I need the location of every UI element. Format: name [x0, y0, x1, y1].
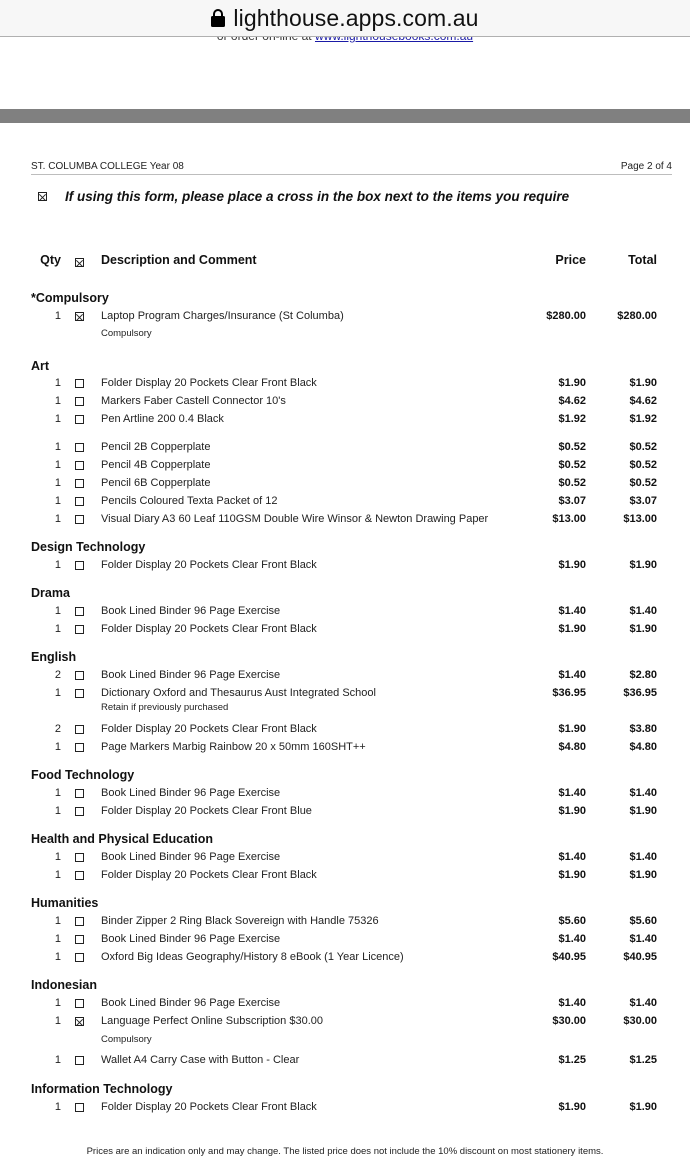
item-row [0, 310, 690, 326]
item-qty: 1 [54, 605, 61, 617]
item-description: Binder Zipper 2 Ring Black Sovereign with Handle 75326 [101, 915, 379, 927]
item-qty: 1 [54, 869, 61, 881]
item-total: $0.52 [629, 459, 657, 471]
item-row [0, 851, 690, 867]
section-heading: *Compulsory [31, 291, 109, 305]
item-description: Book Lined Binder 96 Page Exercise [101, 669, 281, 681]
item-qty: 1 [54, 310, 61, 322]
item-price: $3.07 [558, 495, 586, 507]
item-price: $1.90 [558, 869, 586, 881]
item-checkbox[interactable] [75, 625, 84, 634]
item-qty: 1 [54, 1101, 61, 1113]
section-heading: Health and Physical Education [31, 832, 213, 846]
item-row [0, 495, 690, 511]
item-checkbox[interactable] [75, 479, 84, 488]
item-description: Page Markers Marbig Rainbow 20 x 50mm 160SHT++ [101, 741, 366, 753]
item-checkbox[interactable] [75, 689, 84, 698]
item-row [0, 513, 690, 529]
item-checkbox[interactable] [75, 561, 84, 570]
item-total: $1.40 [629, 787, 657, 799]
item-description: Folder Display 20 Pockets Clear Front Blue [101, 805, 312, 817]
item-price: $1.90 [558, 623, 586, 635]
item-qty: 1 [54, 395, 61, 407]
item-price: $1.40 [558, 997, 586, 1009]
section-heading: Design Technology [31, 540, 146, 554]
item-row [0, 687, 690, 703]
item-row [0, 723, 690, 739]
item-comment: Retain if previously purchased [101, 702, 229, 713]
item-description: Book Lined Binder 96 Page Exercise [101, 933, 281, 945]
item-description: Laptop Program Charges/Insurance (St Columba) [101, 310, 344, 322]
item-checkbox[interactable] [75, 443, 84, 452]
item-checkbox[interactable] [75, 671, 84, 680]
item-price: $1.40 [558, 605, 586, 617]
item-price: $1.90 [558, 805, 586, 817]
item-price: $13.00 [552, 513, 586, 525]
item-checkbox[interactable] [75, 461, 84, 470]
item-qty: 1 [54, 741, 61, 753]
section-heading: Humanities [31, 896, 99, 910]
item-checkbox[interactable] [75, 1103, 84, 1112]
section-heading: Drama [31, 586, 70, 600]
instruction [38, 189, 569, 204]
item-row [0, 997, 690, 1013]
crossed-checkbox[interactable] [75, 1017, 84, 1026]
item-price: $280.00 [546, 310, 586, 322]
item-row [0, 459, 690, 475]
item-description: Visual Diary A3 60 Leaf 110GSM Double Wire Winsor & Newton Drawing Paper [101, 513, 489, 525]
item-description: Book Lined Binder 96 Page Exercise [101, 787, 281, 799]
item-row [0, 741, 690, 757]
item-total: $1.92 [629, 413, 657, 425]
item-row [0, 805, 690, 821]
item-qty: 1 [54, 851, 61, 863]
item-description: Book Lined Binder 96 Page Exercise [101, 851, 281, 863]
item-description: Book Lined Binder 96 Page Exercise [101, 605, 281, 617]
lock-icon [211, 9, 225, 27]
crossed-checkbox[interactable] [75, 312, 84, 321]
item-total: $1.40 [629, 605, 657, 617]
item-qty: 1 [54, 1015, 61, 1027]
item-qty: 1 [54, 951, 61, 963]
item-total: $1.90 [629, 805, 657, 817]
item-description: Folder Display 20 Pockets Clear Front Black [101, 559, 317, 571]
item-description: Wallet A4 Carry Case with Button - Clear [101, 1054, 300, 1066]
item-qty: 1 [54, 413, 61, 425]
item-description: Pencils Coloured Texta Packet of 12 [101, 495, 278, 507]
item-price: $1.25 [558, 1054, 586, 1066]
item-price: $36.95 [552, 687, 586, 699]
item-qty: 1 [54, 477, 61, 489]
item-checkbox[interactable] [75, 871, 84, 880]
item-row [0, 915, 690, 931]
item-row [0, 869, 690, 885]
item-qty: 1 [54, 495, 61, 507]
item-price: $1.90 [558, 559, 586, 571]
item-total: $1.90 [629, 1101, 657, 1113]
section-heading: Art [31, 359, 50, 373]
item-total: $1.90 [629, 559, 657, 571]
item-row [0, 623, 690, 639]
item-price: $0.52 [558, 477, 586, 489]
col-qty: Qty [40, 253, 61, 267]
item-total: $3.07 [629, 495, 657, 507]
item-total: $0.52 [629, 477, 657, 489]
item-checkbox[interactable] [75, 807, 84, 816]
item-qty: 1 [54, 377, 61, 389]
item-price: $4.80 [558, 741, 586, 753]
item-total: $2.80 [629, 669, 657, 681]
item-price: $5.60 [558, 915, 586, 927]
school-year-label: ST. COLUMBA COLLEGE Year 08 [31, 161, 184, 172]
item-row [0, 477, 690, 493]
item-checkbox[interactable] [75, 1056, 84, 1065]
item-total: $1.90 [629, 623, 657, 635]
item-row [0, 559, 690, 575]
item-qty: 1 [54, 997, 61, 1009]
section-heading: English [31, 650, 77, 664]
item-checkbox[interactable] [75, 935, 84, 944]
item-total: $1.90 [629, 869, 657, 881]
item-total: $36.95 [623, 687, 657, 699]
item-description: Folder Display 20 Pockets Clear Front Black [101, 869, 317, 881]
item-qty: 2 [54, 669, 61, 681]
item-total: $5.60 [629, 915, 657, 927]
item-comment: Compulsory [101, 1034, 152, 1045]
item-price: $1.90 [558, 377, 586, 389]
item-comment: Compulsory [101, 328, 152, 339]
item-price: $4.62 [558, 395, 586, 407]
item-total: $3.80 [629, 723, 657, 735]
item-description: Folder Display 20 Pockets Clear Front Black [101, 1101, 317, 1113]
item-checkbox[interactable] [75, 515, 84, 524]
item-price: $1.40 [558, 669, 586, 681]
item-qty: 1 [54, 687, 61, 699]
section-heading: Information Technology [31, 1082, 173, 1096]
item-total: $4.62 [629, 395, 657, 407]
item-qty: 1 [54, 623, 61, 635]
item-description: Markers Faber Castell Connector 10's [101, 395, 286, 407]
item-checkbox[interactable] [75, 379, 84, 388]
item-description: Oxford Big Ideas Geography/History 8 eBook (1 Year Licence) [101, 951, 404, 963]
item-qty: 1 [54, 915, 61, 927]
col-price: Price [555, 253, 586, 267]
item-checkbox[interactable] [75, 999, 84, 1008]
instruction-text: If using this form, please place a cross in the box next to the items you require [65, 189, 570, 204]
price-disclaimer: Prices are an indication only and may change. The listed price does not include the 10% discount on most stationery items. [86, 1146, 604, 1157]
item-total: $1.40 [629, 851, 657, 863]
item-price: $1.92 [558, 413, 586, 425]
item-row [0, 605, 690, 621]
item-total: $1.25 [629, 1054, 657, 1066]
item-checkbox[interactable] [75, 917, 84, 926]
col-total: Total [628, 253, 657, 267]
page-separator-band [0, 109, 690, 123]
item-qty: 1 [54, 805, 61, 817]
item-qty: 1 [54, 1054, 61, 1066]
item-price: $1.90 [558, 723, 586, 735]
item-row [0, 441, 690, 457]
col-description: Description and Comment [101, 253, 257, 267]
item-total: $4.80 [629, 741, 657, 753]
item-checkbox[interactable] [75, 607, 84, 616]
item-qty: 1 [54, 441, 61, 453]
item-row [0, 377, 690, 393]
item-total: $1.90 [629, 377, 657, 389]
item-row [0, 413, 690, 429]
item-total: $280.00 [617, 310, 657, 322]
item-description: Pencil 6B Copperplate [101, 477, 211, 489]
browser-url-bar[interactable] [0, 0, 690, 37]
url-text[interactable]: lighthouse.apps.com.au [233, 4, 479, 31]
item-price: $1.40 [558, 933, 586, 945]
item-total: $40.95 [623, 951, 657, 963]
item-row [0, 933, 690, 949]
item-qty: 1 [54, 559, 61, 571]
item-description: Pen Artline 200 0.4 Black [101, 413, 224, 425]
item-qty: 1 [54, 513, 61, 525]
item-description: Language Perfect Online Subscription $30.00 [101, 1015, 323, 1027]
item-checkbox[interactable] [75, 853, 84, 862]
item-price: $1.40 [558, 851, 586, 863]
item-total: $13.00 [623, 513, 657, 525]
item-description: Folder Display 20 Pockets Clear Front Black [101, 723, 317, 735]
item-price: $1.90 [558, 1101, 586, 1113]
item-price: $0.52 [558, 441, 586, 453]
item-row [0, 1101, 690, 1117]
item-row [0, 951, 690, 967]
item-total: $1.40 [629, 997, 657, 1009]
column-headers [0, 253, 690, 269]
item-total: $0.52 [629, 441, 657, 453]
item-description: Pencil 4B Copperplate [101, 459, 211, 471]
item-checkbox[interactable] [75, 397, 84, 406]
item-checkbox[interactable] [75, 953, 84, 962]
item-qty: 1 [54, 787, 61, 799]
item-description: Dictionary Oxford and Thesaurus Aust Integrated School [101, 687, 376, 699]
item-row [0, 1015, 690, 1031]
item-description: Folder Display 20 Pockets Clear Front Black [101, 623, 317, 635]
section-heading: Food Technology [31, 768, 135, 782]
page-number: Page 2 of 4 [620, 161, 672, 172]
item-row [0, 787, 690, 803]
item-checkbox[interactable] [75, 725, 84, 734]
item-total: $1.40 [629, 933, 657, 945]
item-row [0, 395, 690, 411]
item-qty: 2 [54, 723, 61, 735]
item-price: $0.52 [558, 459, 586, 471]
item-price: $40.95 [552, 951, 586, 963]
item-qty: 1 [54, 933, 61, 945]
item-qty: 1 [54, 459, 61, 471]
crossed-box-icon [38, 192, 47, 201]
crossed-box-icon [75, 258, 84, 267]
item-row [0, 669, 690, 685]
item-checkbox[interactable] [75, 415, 84, 424]
item-checkbox[interactable] [75, 743, 84, 752]
item-total: $30.00 [623, 1015, 657, 1027]
item-checkbox[interactable] [75, 789, 84, 798]
item-description: Book Lined Binder 96 Page Exercise [101, 997, 281, 1009]
section-heading: Indonesian [31, 978, 97, 992]
page-header [31, 160, 672, 175]
item-description: Pencil 2B Copperplate [101, 441, 211, 453]
item-checkbox[interactable] [75, 497, 84, 506]
item-description: Folder Display 20 Pockets Clear Front Black [101, 377, 317, 389]
item-price: $1.40 [558, 787, 586, 799]
item-price: $30.00 [552, 1015, 586, 1027]
item-row [0, 1054, 690, 1070]
